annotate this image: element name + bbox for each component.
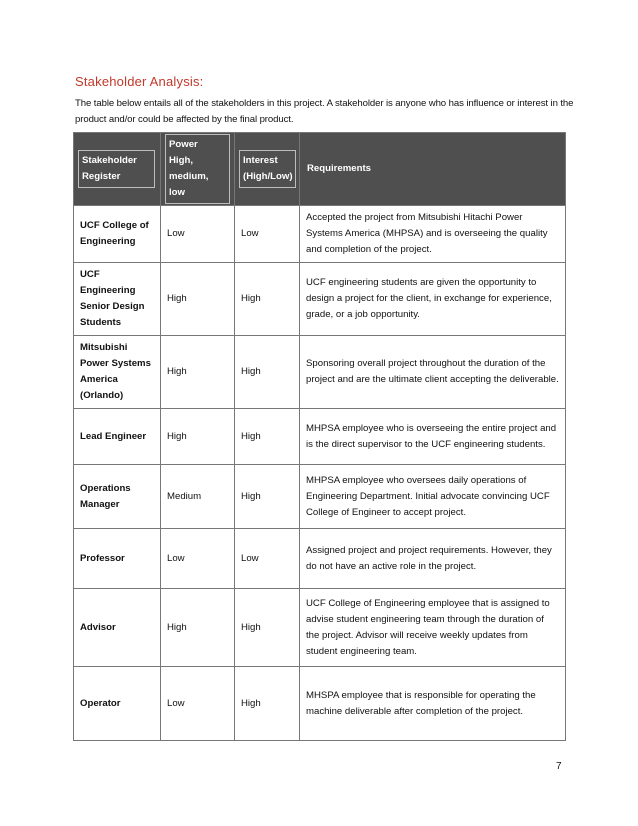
interest-cell: High [235, 667, 300, 741]
interest-cell: High [235, 409, 300, 465]
requirements-cell: MHSPA employee that is responsible for operating the machine deliverable after completion of the project. [300, 667, 566, 741]
header-requirements [300, 133, 566, 206]
power-cell: High [161, 336, 235, 409]
table-row [74, 336, 566, 409]
interest-cell: Low [235, 206, 300, 263]
header-power-line2: High, [169, 155, 193, 166]
stakeholder-table [73, 132, 566, 741]
section-heading: Stakeholder Analysis: [75, 74, 204, 89]
interest-cell: Low [235, 529, 300, 589]
header-power-line3: medium, [169, 171, 209, 182]
header-interest-line1: Interest [243, 155, 278, 166]
power-cell: Low [161, 667, 235, 741]
interest-cell: High [235, 589, 300, 667]
header-stakeholder-line2: Register [82, 171, 121, 182]
requirements-cell: MHPSA employee who oversees daily operations of Engineering Department. Initial advocate convincing UCF College of Engineer to accept project. [300, 465, 566, 529]
page-number: 7 [556, 761, 562, 772]
power-cell: High [161, 589, 235, 667]
requirements-cell: UCF engineering students are given the opportunity to design a project for the client, in exchange for experience, grade, or a job opportunity. [300, 263, 566, 336]
requirements-cell: UCF College of Engineering employee that is assigned to advise student engineering team through the duration of the project. Advisor will receive weekly updates from student engineering team. [300, 589, 566, 667]
table-row [74, 409, 566, 465]
intro-paragraph: The table below entails all of the stakeholders in this project. A stakeholder is anyone who has influence or interest in the product and/or could be affected by the final product. [75, 98, 574, 125]
interest-cell: High [235, 263, 300, 336]
stakeholder-cell: Professor [74, 529, 161, 589]
header-interest-line2: (High/Low) [243, 171, 293, 182]
stakeholder-cell: UCF College of Engineering [74, 206, 161, 263]
stakeholder-cell: Lead Engineer [74, 409, 161, 465]
header-requirements-label: Requirements [307, 163, 371, 174]
requirements-cell: MHPSA employee who is overseeing the entire project and is the direct supervisor to the UCF engineering students. [300, 409, 566, 465]
header-stakeholder [74, 133, 161, 206]
power-cell: Low [161, 529, 235, 589]
stakeholder-cell: UCF Engineering Senior Design Students [74, 263, 161, 336]
requirements-cell: Assigned project and project requirements. However, they do not have an active role in the project. [300, 529, 566, 589]
table-row [74, 667, 566, 741]
table-row [74, 465, 566, 529]
stakeholder-cell: Mitsubishi Power Systems America (Orlando) [74, 336, 161, 409]
power-cell: Low [161, 206, 235, 263]
header-stakeholder-line1: Stakeholder [82, 155, 137, 166]
stakeholder-cell: Operations Manager [74, 465, 161, 529]
table-row [74, 529, 566, 589]
power-cell: Medium [161, 465, 235, 529]
header-power-line4: low [169, 187, 185, 198]
table-row [74, 263, 566, 336]
power-cell: High [161, 263, 235, 336]
stakeholder-cell: Advisor [74, 589, 161, 667]
header-interest [235, 133, 300, 206]
table-row [74, 589, 566, 667]
table-row [74, 206, 566, 263]
interest-cell: High [235, 336, 300, 409]
requirements-cell: Sponsoring overall project throughout the duration of the project and are the ultimate client accepting the deliverable. [300, 336, 566, 409]
header-power [161, 133, 235, 206]
power-cell: High [161, 409, 235, 465]
requirements-cell: Accepted the project from Mitsubishi Hitachi Power Systems America (MHPSA) and is overseeing the quality and completion of the project. [300, 206, 566, 263]
table-header-row [74, 133, 566, 206]
header-power-line1: Power [169, 139, 198, 150]
stakeholder-cell: Operator [74, 667, 161, 741]
interest-cell: High [235, 465, 300, 529]
